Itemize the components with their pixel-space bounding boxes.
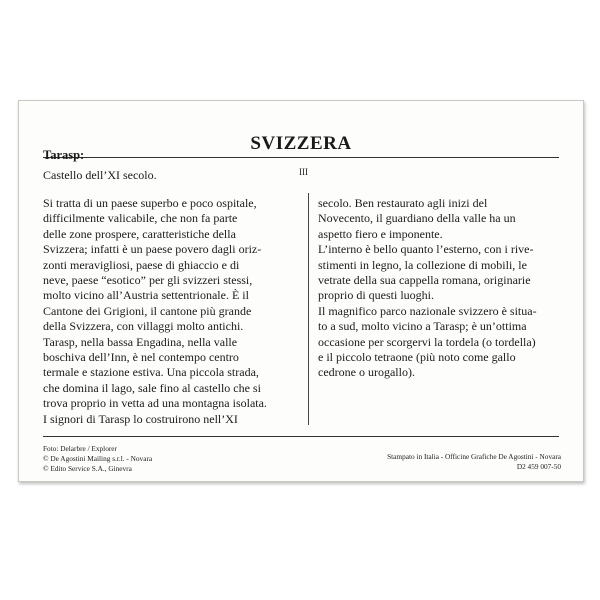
photo-credits [43, 444, 152, 474]
page-title: SVIZZERA [250, 133, 352, 154]
text-line: della Svizzera, con villaggi molto antichi. [43, 319, 244, 334]
text-line: boschiva dell’Inn, è nel contempo centro [43, 350, 239, 365]
title-divider [43, 157, 559, 158]
text-line: che domina il lago, sale fino al castello che si [43, 380, 261, 395]
text-line: stimenti in legno, la collezione di mobili, le [318, 257, 527, 272]
text-line: Tarasp, nella bassa Engadina, nella valle [43, 334, 238, 349]
text-line: zonti meravigliosi, paese di ghiaccio e di [43, 257, 240, 272]
text-line: Svizzera; infatti è un paese povero dagli oriz- [43, 242, 262, 257]
printer-line: Stampato in Italia - Officine Grafiche De Agostini - Novara [387, 452, 561, 461]
column-divider [308, 193, 309, 425]
credit-line: © Edito Service S.A., Ginevra [43, 464, 132, 473]
text-line: L’interno è bello quanto l’esterno, con i rive- [318, 242, 534, 257]
catalog-code: D2 459 007-50 [516, 462, 561, 471]
text-line: aspetto fiero e imponente. [318, 226, 443, 241]
text-line: difficilmente valicabile, che non fa parte [43, 211, 238, 226]
printer-info [387, 452, 561, 472]
text-line: molto vicino all’Austria settentrionale. È il [43, 288, 249, 303]
credit-line: © De Agostini Mailing s.r.l. - Novara [43, 454, 153, 463]
right-text-column [318, 196, 570, 381]
subtitle: Castello dell’XI secolo. [43, 168, 157, 182]
text-line: occasione per scorgervi la tordela (o tordella) [318, 334, 536, 349]
text-line: trova proprio in vetta ad una montagna isolata. [43, 396, 267, 411]
text-line: proprio di questi luoghi. [318, 288, 434, 303]
text-line: termale e stazione estiva. Una piccola strada, [43, 365, 259, 380]
left-text-column [43, 196, 291, 427]
credit-line: Foto: Delarbre / Explorer [43, 444, 117, 453]
text-line: neve, paese “esotico” per gli svizzeri stessi, [43, 273, 253, 288]
text-line: Si tratta di un paese superbo e poco ospitale, [43, 196, 257, 210]
text-line: e il piccolo tetraone (più noto come gallo [318, 350, 516, 365]
text-line: to a sud, molto vicino a Tarasp; è un’ottima [318, 319, 527, 334]
page-number: III [299, 167, 308, 177]
text-line: secolo. Ben restaurato agli inizi del [318, 196, 488, 210]
text-line: I signori di Tarasp lo costruirono nell’XI [43, 411, 238, 426]
text-line: Novecento, il guardiano della valle ha un [318, 211, 516, 226]
footer-divider [43, 436, 559, 437]
text-line: Cantone dei Grigioni, il cantone più grande [43, 303, 252, 318]
location-heading: Tarasp: [43, 148, 85, 162]
text-line: Il magnifico parco nazionale svizzero è situa- [318, 303, 537, 318]
text-line: delle zone prospere, caratteristiche della [43, 226, 236, 241]
text-line: cedrone o urogallo). [318, 365, 415, 380]
postcard-back [18, 100, 584, 482]
text-line: vetrate della sua cappella romana, originarie [318, 273, 531, 288]
